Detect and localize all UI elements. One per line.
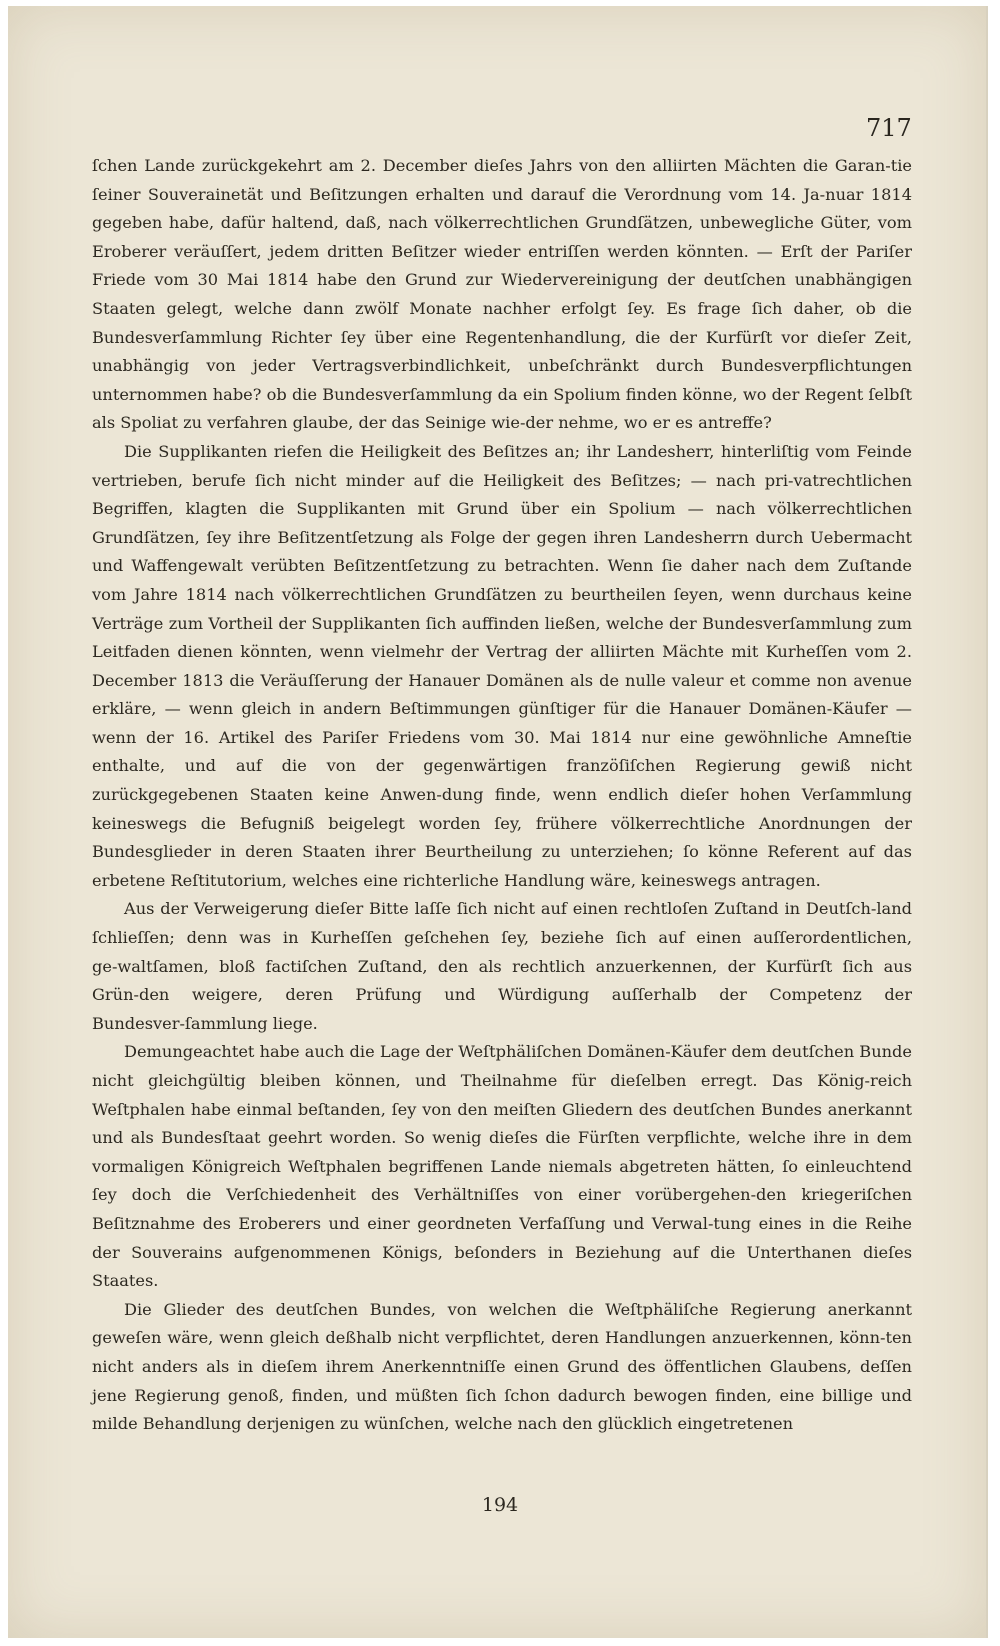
paragraph-4: Demungeachtet habe auch die Lage der Weſtphäliſchen Domänen‑Käufer dem deutſchen Bunde nicht gleichgültig bleiben können, und Theilnahme für dieſelben erregt. Das König‑reich Weſtphalen habe einmal beſtanden, ſey von den meiſten Gliedern des deutſchen Bundes anerkannt und als Bundesſtaat geehrt worden. So wenig dieſes die Fürſten verpflichte, welche ihre in dem vormaligen Königreich Weſtphalen begriffenen Lande niemals abgetreten hätten, ſo einleuchtend ſey doch die Verſchiedenheit des Verhältniſſes von einer vorübergehen‑den kriegeriſchen Beſitznahme des Eroberers und einer geordneten Verfaſſung und Verwal‑tung eines in die Reihe der Souverains aufgenommenen Königs, beſonders in Beziehung auf die Unterthanen dieſes Staates. — [92, 1042, 912, 1291]
printer-signature: 194 — [481, 1494, 519, 1516]
page-number: 717 — [866, 114, 912, 142]
paragraph-3: Aus der Verweigerung dieſer Bitte laſſe ſich nicht auf einen rechtloſen Zuſtand in Deutſch‑land ſchlieſſen; denn was in Kurheſſen geſchehen ſey, beziehe ſich auf einen auſſerordentlichen, ge‑waltſamen, bloß factiſchen Zuſtand, den als rechtlich anzuerkennen, der Kurfürſt ſich aus Grün‑den weigere, deren Prüfung und Würdigung auſſerhalb der Competenz der Bundesver‑ſammlung liege. — [92, 899, 912, 1033]
paragraph-5: Die Glieder des deutſchen Bundes, von welchen die Weſtphäliſche Regierung anerkannt geweſen wäre, wenn gleich deßhalb nicht verpflichtet, deren Handlungen anzuerkennen, könn‑ten nicht anders als in dieſem ihrem Anerkenntniſſe einen Grund des öffentlichen Glaubens, deſſen jene Regierung genoß, finden, und müßten ſich ſchon dadurch bewogen finden, eine billige und milde Behandlung derjenigen zu wünſchen, welche nach den glücklich eingetretenen — [92, 1299, 912, 1434]
paragraph-1: ſchen Lande zurückgekehrt am 2. December dieſes Jahrs von den alliirten Mächten die Garan‑tie ſeiner Souverainetät und Beſitzungen erhalten und darauf die Verordnung vom 14. Ja‑nuar 1814 gegeben habe, dafür haltend, daß, nach völkerrechtlichen Grundſätzen, unbewegliche Güter, vom Eroberer veräuſſert, jedem dritten Beſitzer wieder entriſſen werden könnten. — Erſt der Pariſer Friede vom 30 Mai 1814 habe den Grund zur Wiedervereinigung der deutſchen unabhängigen Staaten gelegt, welche dann zwölf Monate nachher erfolgt ſey. Es frage ſich daher, ob die Bundesverſammlung Richter ſey über eine Regentenhandlung, die der Kurfürſt vor dieſer Zeit, unabhängig von jeder Vertragsverbindlichkeit, unbeſchränkt durch Bundesverpflichtungen unternommen habe? ob die Bundesverſammlung da ein Spolium finden könne, wo der Regent ſelbſt als Spoliat zu verfahren glaube, der das Seinige wie‑der nehme, wo er es antreffe? — [92, 156, 912, 433]
page-body — [92, 152, 912, 1439]
paragraph-2: Die Supplikanten riefen die Heiligkeit des Beſitzes an; ihr Landesherr, hinterliſtig vom Feinde vertrieben, berufe ſich nicht minder auf die Heiligkeit des Beſitzes; — nach pri‑vatrechtlichen Begriffen, klagten die Supplikanten mit Grund über ein Spolium — nach völkerrechtlichen Grundſätzen, ſey ihre Beſitzentſetzung als Folge der gegen ihren Landesherrn durch Uebermacht und Waffengewalt verübten Beſitzentſetzung zu betrachten. Wenn ſie daher nach dem Zuſtande vom Jahre 1814 nach völkerrechtlichen Grundſätzen zu beurtheilen ſeyen, wenn durchaus keine Verträge zum Vortheil der Supplikanten ſich auffinden ließen, welche der Bundesverſammlung zum Leitfaden dienen könnten, wenn vielmehr der Vertrag der alliirten Mächte mit Kurheſſen vom 2. December 1813 die Veräuſſerung der Hanauer Domänen als de nulle valeur et comme non avenue erkläre, — wenn gleich in andern Beſtimmungen günſtiger für die Hanauer Domänen‑Käufer — wenn der 16. Artikel des Pariſer Friedens vom 30. Mai 1814 nur eine gewöhnliche Amneſtie enthalte, und auf die von der gegenwärtigen franzöſiſchen Regierung gewiß nicht zurückgegebenen Staaten keine Anwen‑dung finde, wenn endlich dieſer hohen Verſammlung keineswegs die Befugniß beigelegt worden ſey, frühere völkerrechtliche Anordnungen der Bundesglieder in deren Staaten ihrer Beurtheilung zu unterziehen; ſo könne Referent auf das erbetene Reſtitutorium, welches eine richterliche Handlung wäre, keineswegs antragen. — [92, 441, 912, 890]
